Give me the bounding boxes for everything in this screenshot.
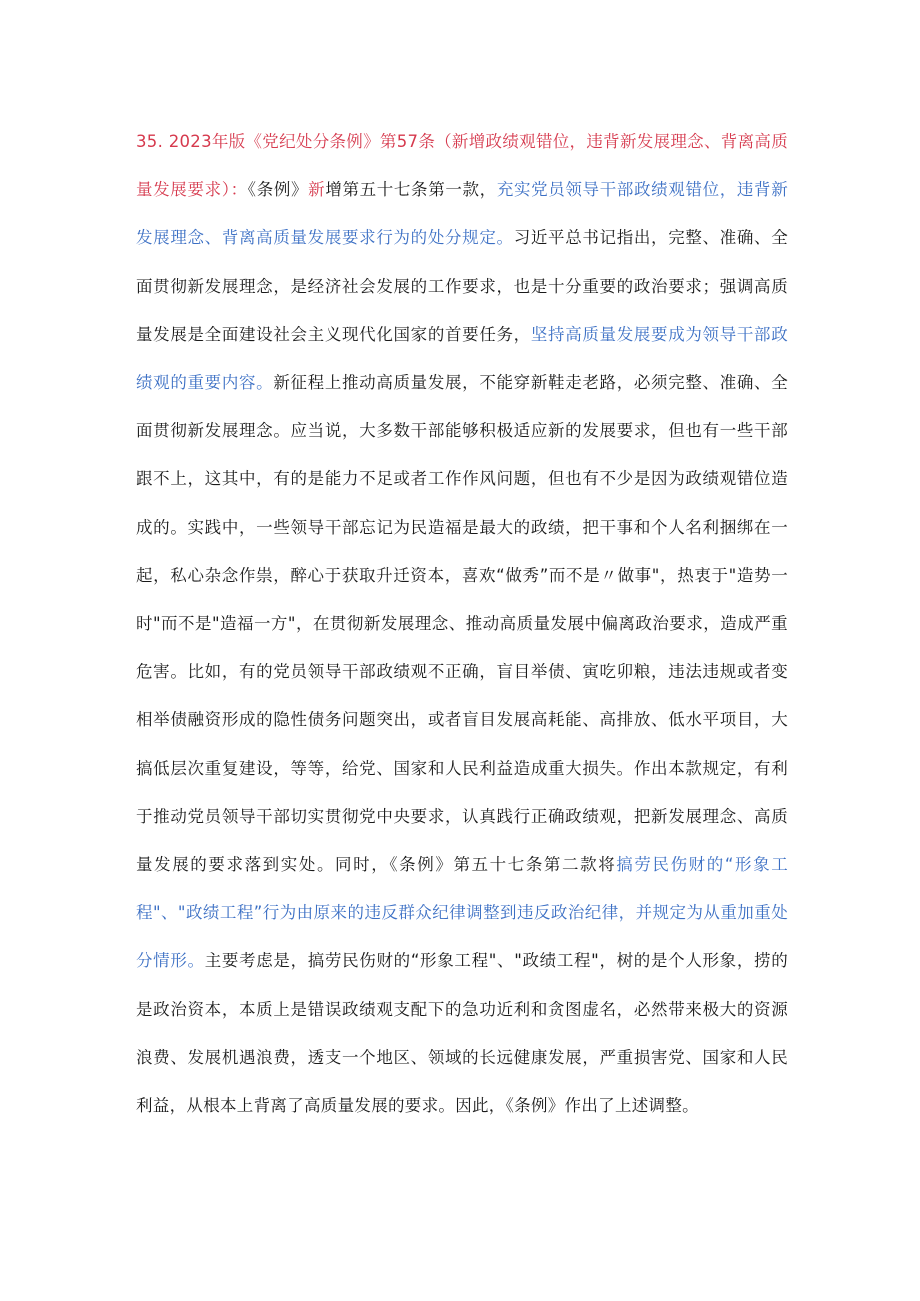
- highlighted-text: 搞劳民伤财的“形象工程"、"政绩工程”行为由原来的违反群众纪律调整到违反政治纪律，并规定为从重加重处分情形。: [136, 855, 788, 971]
- highlighted-text: 充实党员领导干部政绩观错位，违背新发展理念、背离高质量发展要求行为的处分规定。: [136, 180, 788, 248]
- text-segment: 新征程上推动高质量发展，不能穿新鞋走老路，必须完整、准确、全面贯彻新发展理念。应当说，大多数干部能够积极适应新的发展要求，但也有一些干部跟不上，这其中，有的是能力不足或者工作作风问题，但也有不少是因为政绩观错位造成的。实践中，一些领导干部忘记为民造福是最大的政绩，把干事和个人名利捆绑在一起，私心杂念作祟，醉心于获取升迁资本，喜欢“做秀”而不是〃做事"，热衷于"造势一时"而不是"造福一方"，在贯彻新发展理念、推动高质量发展中偏离政治要求，造成严重危害。比如，有的党员领导干部政绩观不正确，盲目举债、寅吃卯粮，违法违规或者变相举债融资形成的隐性债务问题突出，或者盲目发展高耗能、高排放、低水平项目，大搞低层次重复建设，等等，给党、国家和人民利益造成重大损失。作出本款规定，有利于推动党员领导干部切实贯彻党中央要求，认真践行正确政绩观，把新发展理念、高质量发展的要求落到实处。同时，《条例》第五十七条第二款将: [136, 373, 788, 875]
- highlighted-text: 坚持高质量发展要成为领导干部政绩观的重要内容。: [136, 324, 789, 393]
- text-segment: 增第五十七条第一款，: [325, 180, 497, 200]
- text-segment: 习近平总书记指出，完整、准确、全面贯彻新发展理念，是经济社会发展的工作要求，也是十分重要的政治要求；强调高质量发展是全面建设社会主义现代化国家的首要任务，: [136, 228, 788, 344]
- text-segment: 主要考虑是，搞劳民伤财的“形象工程"、"政绩工程"，树的是个人形象，捞的是政治资本，本质上是错误政绩观支配下的急功近利和贪图虚名，必然带来极大的资源浪费、发展机遇浪费，透支一个地区、领域的长远健康发展，严重损害党、国家和人民利益，从根本上背离了高质量发展的要求。因此，《条例》作出了上述调整。: [136, 951, 789, 1116]
- text-segment: 《条例》: [247, 180, 309, 200]
- article-heading: 35. 2023年版《党纪处分条例》第57条（新增政绩观错位，违背新发展理念、背离高质量发展要求）：: [136, 132, 788, 200]
- text-segment: 新: [308, 180, 326, 200]
- article-paragraph: [136, 118, 788, 1130]
